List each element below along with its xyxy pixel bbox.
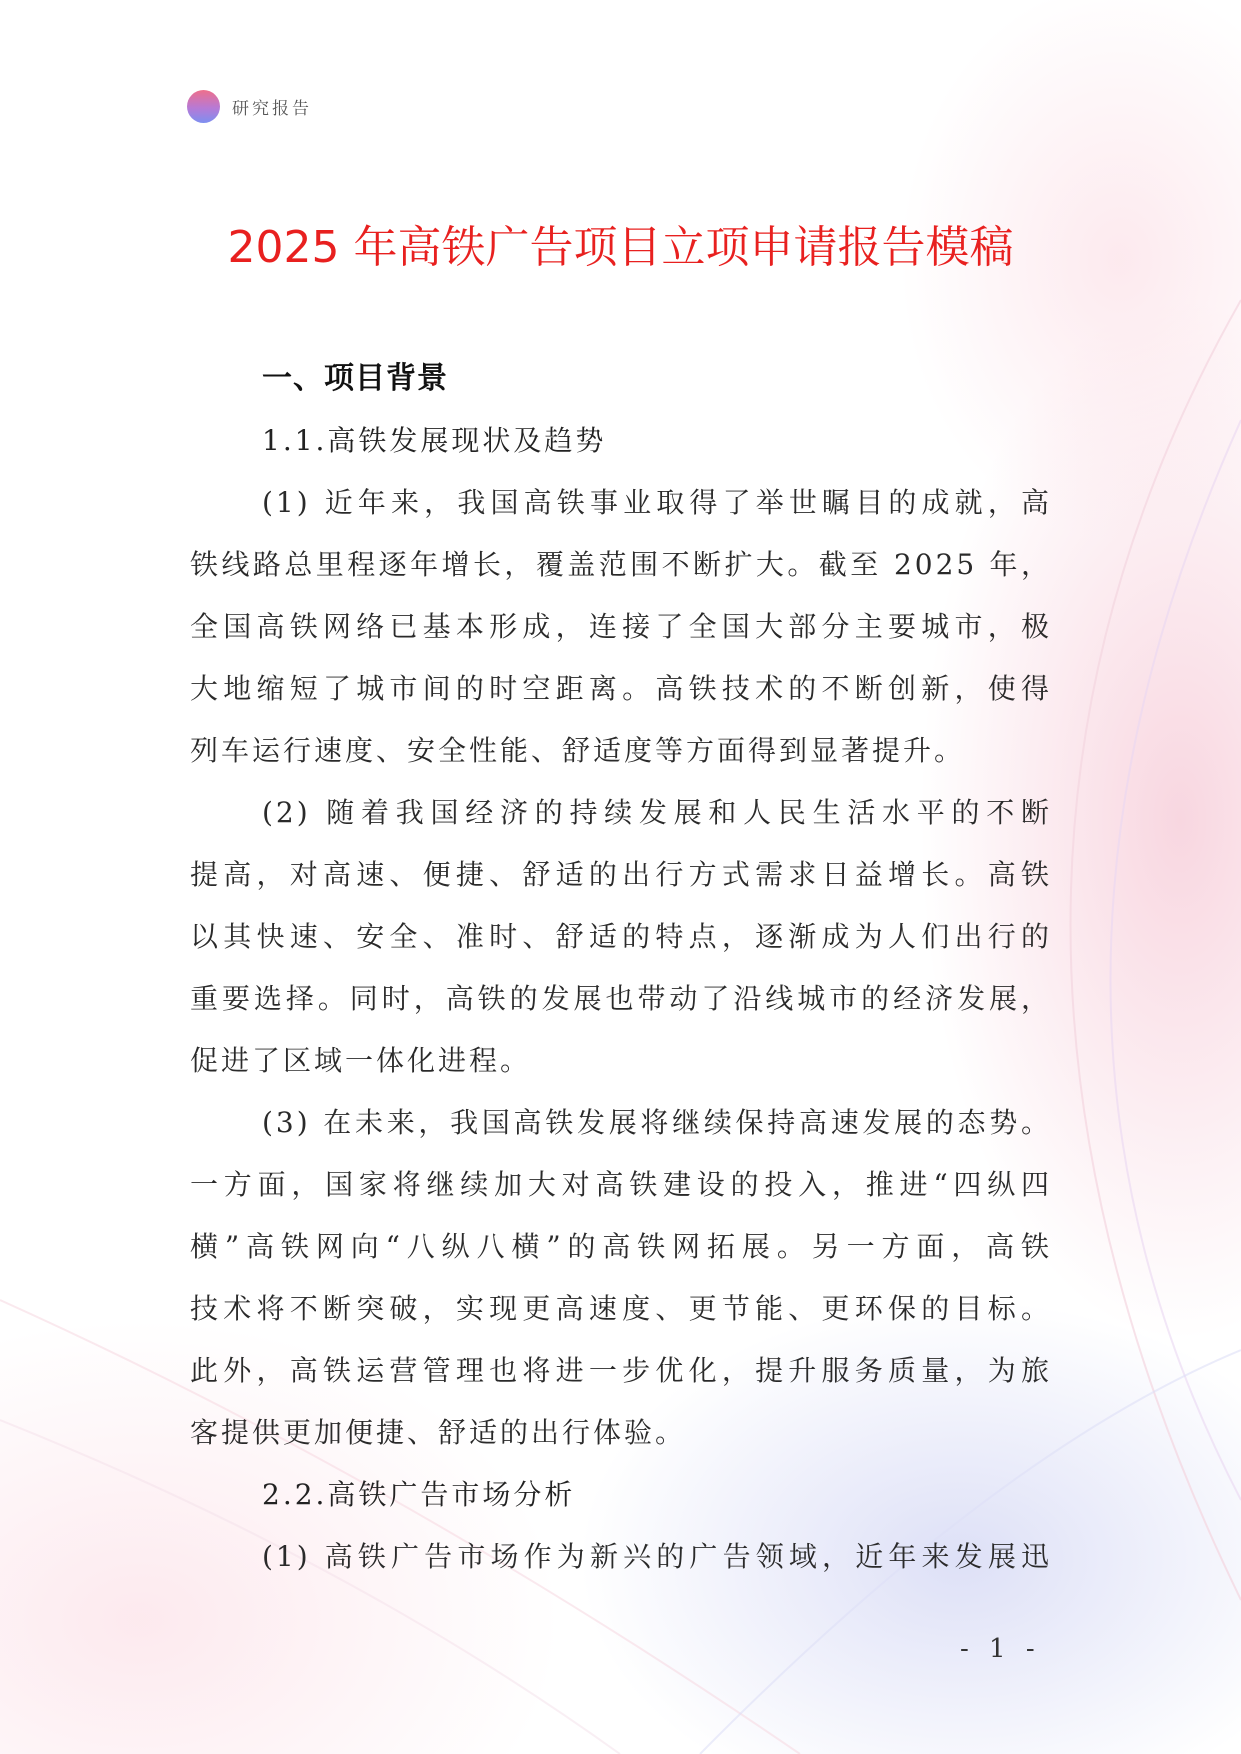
paragraph-line: (2) 随着我国经济的持续发展和人民生活水平的不断 [262, 796, 1052, 829]
paragraph [190, 1526, 1052, 1588]
paragraph-line: (1) 近年来，我国高铁事业取得了举世瞩目的成就，高 [262, 486, 1052, 519]
paragraph-line: 横”高铁网向“八纵八横”的高铁网拓展。另一方面，高铁 [190, 1230, 1052, 1263]
paragraph-line: 大地缩短了城市间的时空距离。高铁技术的不断创新，使得 [190, 672, 1052, 705]
paragraph [190, 782, 1052, 1092]
paragraph-line: 以其快速、安全、准时、舒适的特点，逐渐成为人们出行的 [190, 920, 1052, 953]
paragraph-line: 铁线路总里程逐年增长，覆盖范围不断扩大。截至 2025 年， [190, 548, 1052, 581]
paragraph [190, 1092, 1052, 1464]
paragraph-line: 此外，高铁运营管理也将进一步优化，提升服务质量，为旅 [190, 1354, 1052, 1387]
paragraph-line: 技术将不断突破，实现更高速度、更节能、更环保的目标。 [190, 1292, 1052, 1325]
page-number: - 1 - [960, 1634, 1041, 1664]
subsection-heading: 2.2.高铁广告市场分析 [262, 1478, 576, 1511]
paragraph-line: 列车运行速度、安全性能、舒适度等方面得到显著提升。 [190, 734, 966, 767]
paragraph-line: 一方面，国家将继续加大对高铁建设的投入，推进“四纵四 [190, 1168, 1052, 1201]
paragraph [190, 472, 1052, 782]
paragraph-line: 促进了区域一体化进程。 [190, 1044, 532, 1077]
subsection-heading: 1.1.高铁发展现状及趋势 [262, 424, 607, 457]
paragraph-line: 提高，对高速、便捷、舒适的出行方式需求日益增长。高铁 [190, 858, 1052, 891]
paragraph-line: 客提供更加便捷、舒适的出行体验。 [190, 1416, 687, 1449]
paragraph-line: (1) 高铁广告市场作为新兴的广告领域，近年来发展迅 [262, 1540, 1052, 1573]
paragraph-line: 全国高铁网络已基本形成，连接了全国大部分主要城市，极 [190, 610, 1052, 643]
paragraph-line: 重要选择。同时，高铁的发展也带动了沿线城市的经济发展， [190, 982, 1052, 1015]
report-header [187, 88, 312, 124]
section-heading: 一、项目背景 [262, 361, 448, 396]
paragraph-line: (3) 在未来，我国高铁发展将继续保持高速发展的态势。 [262, 1106, 1052, 1139]
header-label: 研究报告 [232, 98, 312, 119]
document-title: 2025 年高铁广告项目立项申请报告模稿 [227, 222, 1014, 273]
document-body [190, 348, 1052, 1588]
gradient-circle-icon [187, 90, 220, 123]
